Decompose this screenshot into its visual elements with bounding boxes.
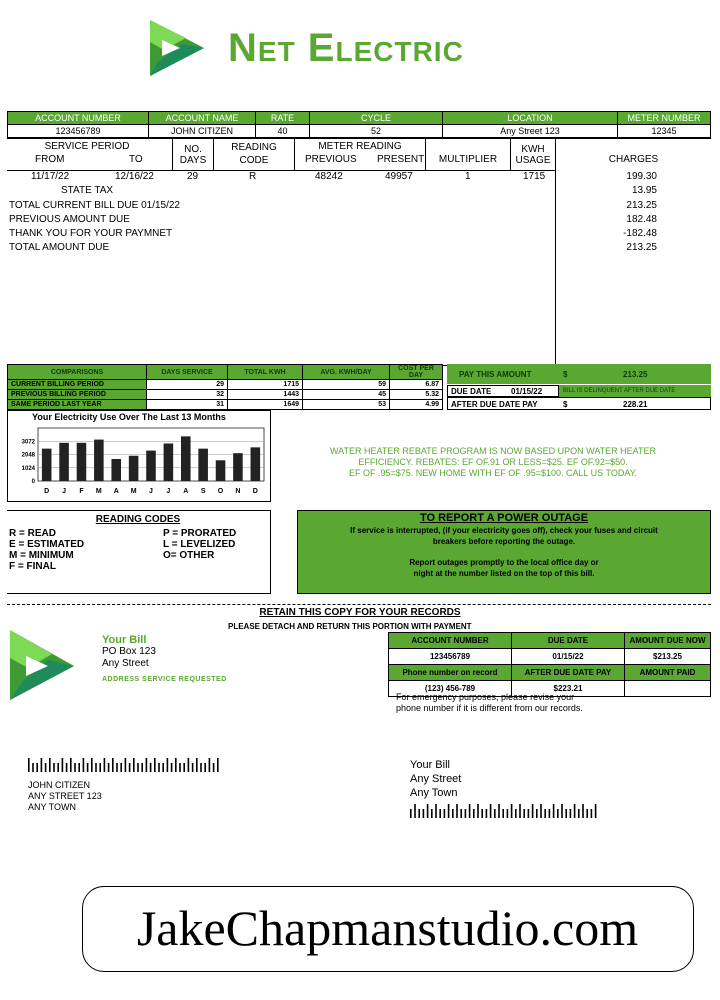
stub-due-date: 01/15/22 xyxy=(512,649,625,665)
pay-this-amount-label: PAY THIS AMOUNT xyxy=(459,370,532,379)
text: O= OTHER xyxy=(163,550,215,561)
charges-label: CHARGES xyxy=(608,154,659,165)
x-tick-label: A xyxy=(183,488,189,495)
text: phone number if it is different from our records. xyxy=(396,703,583,713)
stub-logo-icon xyxy=(8,626,78,702)
after-due-label: AFTER DUE DATE PAY xyxy=(451,400,538,409)
barcode-bar xyxy=(57,763,59,772)
text: DUE DATE xyxy=(512,633,625,649)
pay-this-amount-value: 213.25 xyxy=(623,370,648,379)
text: TOTAL KWH xyxy=(228,365,303,380)
comparison-row-label: PREVIOUS BILLING PERIOD xyxy=(8,390,147,400)
usage-bar xyxy=(59,443,69,481)
text: Report outages promptly to the local office day or xyxy=(409,558,599,567)
y-tick-label: 1024 xyxy=(21,465,35,472)
barcode-bar xyxy=(171,763,173,772)
barcode-bar xyxy=(137,763,139,772)
line-item-label: THANK YOU FOR YOUR PAYMNET xyxy=(9,228,173,239)
comparison-row-label: SAME PERIOD LAST YEAR xyxy=(8,400,147,410)
barcode-bar xyxy=(477,804,479,818)
text: EF OF .95=$75. NEW HOME WITH EF OF .95=$100. CALL US TODAY. xyxy=(348,468,638,478)
cycle-value: 52 xyxy=(310,125,443,138)
text: L = LEVELIZED xyxy=(163,539,236,550)
barcode-bar xyxy=(179,763,181,772)
text: 32 xyxy=(147,390,228,400)
net-electric-logo-icon xyxy=(146,14,208,80)
chart-title: Your Electricity Use Over The Last 13 Months xyxy=(32,412,226,422)
barcode-bar xyxy=(439,809,441,818)
x-tick-label: A xyxy=(113,488,119,495)
present-reading: 49957 xyxy=(385,171,413,182)
barcode-bar xyxy=(565,809,567,818)
barcode-bar xyxy=(162,763,164,772)
barcode-bar xyxy=(532,804,534,818)
barcode-bar xyxy=(175,758,177,772)
text: 59 xyxy=(303,380,390,390)
barcode-bar xyxy=(41,758,43,772)
detach-text: PLEASE DETACH AND RETURN THIS PORTION WITH PAYMENT xyxy=(228,622,472,631)
text: AFTER DUE DATE PAY xyxy=(512,665,625,681)
no-days-label: NO. xyxy=(184,144,202,155)
barcode-bar xyxy=(167,758,169,772)
barcode-bar xyxy=(217,758,219,772)
usage-chart xyxy=(7,410,271,502)
usage-bar xyxy=(111,459,121,481)
barcode-bar xyxy=(582,804,584,818)
text: Any Street xyxy=(410,773,462,785)
usage-bar xyxy=(42,449,52,481)
text: JOHN CITIZEN xyxy=(28,780,90,790)
reading-codes-box xyxy=(7,510,271,594)
barcode-bar xyxy=(486,809,488,818)
barcode-bar xyxy=(595,804,597,818)
barcode-bar xyxy=(540,804,542,818)
barcode-bar xyxy=(45,763,47,772)
barcode-bar xyxy=(456,804,458,818)
text: P = PRORATED xyxy=(163,528,237,539)
x-tick-label: D xyxy=(252,488,258,495)
barcode-bar xyxy=(150,763,152,772)
barcode-bar xyxy=(108,763,110,772)
text: 4.99 xyxy=(390,400,443,410)
x-tick-label: F xyxy=(79,488,84,495)
barcode-bar xyxy=(200,763,202,772)
text: M = MINIMUM xyxy=(9,550,74,561)
text: USAGE xyxy=(515,155,551,166)
barcode-bar xyxy=(519,804,521,818)
barcode-bar xyxy=(427,804,429,818)
header-label: RATE xyxy=(256,112,310,125)
text: 1443 xyxy=(228,390,303,400)
barcode-bar xyxy=(557,809,559,818)
x-tick-label: O xyxy=(217,488,224,495)
barcode-bar xyxy=(561,804,563,818)
address-service-requested: ADDRESS SERVICE REQUESTED xyxy=(102,676,227,683)
previous-label: PREVIOUS xyxy=(305,154,357,165)
barcode-bar xyxy=(410,809,412,818)
emergency-note xyxy=(396,692,583,714)
service-period-label: SERVICE PERIOD xyxy=(44,141,130,152)
text: Your Bill xyxy=(410,759,450,771)
barcode-bar xyxy=(591,809,593,818)
header-label: METER NUMBER xyxy=(618,112,711,125)
kwh-usage-label: KWH xyxy=(521,144,545,155)
multiplier-value: 1 xyxy=(465,171,471,182)
barcode-bar xyxy=(188,758,190,772)
customer-mailing-address xyxy=(28,780,102,813)
header-label: ACCOUNT NAME xyxy=(149,112,256,125)
barcode-bar xyxy=(515,809,517,818)
text: AMOUNT PAID xyxy=(625,665,711,681)
barcode-bar xyxy=(104,758,106,772)
barcode-bar xyxy=(91,758,93,772)
stub-after-due: $223.21 xyxy=(512,681,625,697)
comparison-table xyxy=(7,364,443,410)
line-item-label: PREVIOUS AMOUNT DUE xyxy=(9,214,130,225)
barcode-bar xyxy=(192,763,194,772)
text: EFFICIENCY. REBATES: EF OF.91 OR LESS=$25. EF OF.92=$50. xyxy=(358,457,628,467)
x-tick-label: M xyxy=(95,488,102,495)
line-item-amount: 182.48 xyxy=(626,214,657,225)
barcode-bar xyxy=(141,763,143,772)
text: For emergency purposes, please revise your xyxy=(396,692,575,702)
barcode-bar xyxy=(414,804,416,818)
stub-address xyxy=(102,646,156,670)
y-tick-label: 0 xyxy=(31,479,35,485)
reading-codes-title: READING CODES xyxy=(95,514,181,525)
text: ACCOUNT NUMBER xyxy=(389,633,512,649)
barcode-bar xyxy=(498,804,500,818)
y-tick-label: 2048 xyxy=(21,452,35,459)
usage-bar xyxy=(146,451,156,481)
barcode-bar xyxy=(528,809,530,818)
barcode-bar xyxy=(469,804,471,818)
usage-value: 1715 xyxy=(523,171,546,182)
x-tick-label: J xyxy=(62,488,67,495)
line-item-amount: -182.48 xyxy=(623,228,657,239)
barcode-bar xyxy=(204,763,206,772)
x-tick-label: J xyxy=(149,488,153,495)
barcode-bar xyxy=(112,758,114,772)
remit-address xyxy=(410,758,461,800)
retain-copy-text: RETAIN THIS COPY FOR YOUR RECORDS xyxy=(259,607,461,618)
barcode-bar xyxy=(146,758,148,772)
barcode-bar xyxy=(32,763,34,772)
barcode-bar xyxy=(129,763,131,772)
stub-amount-due: $213.25 xyxy=(625,649,711,665)
usage-bar xyxy=(251,447,261,481)
account-header-table xyxy=(7,111,711,138)
usage-chart-svg xyxy=(8,411,270,501)
barcode-bar xyxy=(154,758,156,772)
barcode-icon xyxy=(410,804,600,818)
due-date-label: DUE DATE xyxy=(451,387,492,396)
barcode-bar xyxy=(431,809,433,818)
reading-code-label: READING xyxy=(231,142,277,153)
x-tick-label: M xyxy=(130,488,137,495)
rebate-notice xyxy=(278,446,708,479)
barcode-bar xyxy=(448,804,450,818)
barcode-bar xyxy=(553,804,555,818)
text: 53 xyxy=(303,400,390,410)
text: ANY TOWN xyxy=(28,802,77,812)
company-name: Net Electric xyxy=(228,26,464,70)
barcode-bar xyxy=(66,763,68,772)
usage-bar xyxy=(94,440,104,481)
barcode-bar xyxy=(435,804,437,818)
header-label: LOCATION xyxy=(443,112,618,125)
to-label: TO xyxy=(129,154,143,165)
text: $ xyxy=(563,370,568,379)
barcode-bar xyxy=(586,809,588,818)
text: CODE xyxy=(239,155,269,166)
barcode-bar xyxy=(481,809,483,818)
text: night at the number listed on the top of this bill. xyxy=(413,569,595,578)
text: 6.87 xyxy=(390,380,443,390)
text: WATER HEATER REBATE PROGRAM IS NOW BASED UPON WATER HEATER xyxy=(329,446,657,456)
text: F = FINAL xyxy=(9,561,56,572)
text: ANY STREET 123 xyxy=(28,791,102,801)
barcode-bar xyxy=(578,809,580,818)
barcode-bar xyxy=(423,809,425,818)
x-tick-label: D xyxy=(44,488,50,495)
energy-charge: 199.30 xyxy=(626,171,657,182)
line-item-amount: 213.25 xyxy=(626,242,657,253)
text: COMPARISONS xyxy=(8,365,147,380)
usage-bar xyxy=(233,453,243,481)
barcode-bar xyxy=(511,804,513,818)
account-name-value: JOHN CITIZEN xyxy=(149,125,256,138)
text: R = READ xyxy=(9,528,56,539)
text: If service is interrupted, (if your electricity goes off), check your fuses and circuit xyxy=(350,526,658,535)
text: DAYS SERVICE xyxy=(147,365,228,380)
comparison-row-label: CURRENT BILLING PERIOD xyxy=(8,380,147,390)
outage-title: TO REPORT A POWER OUTAGE xyxy=(419,512,589,524)
multiplier-label: MULTIPLIER xyxy=(438,154,498,165)
barcode-bar xyxy=(83,758,85,772)
barcode-bar xyxy=(87,763,89,772)
text: 1649 xyxy=(228,400,303,410)
charges-section xyxy=(7,138,711,366)
barcode-bar xyxy=(183,763,185,772)
text: AVG. KWH/DAY xyxy=(303,365,390,380)
barcode-bar xyxy=(574,804,576,818)
stub-account-number: 123456789 xyxy=(389,649,512,665)
usage-bar xyxy=(164,443,174,481)
x-tick-label: J xyxy=(166,488,171,495)
previous-reading: 48242 xyxy=(315,171,343,182)
text: Phone number on record xyxy=(389,665,512,681)
watermark-box xyxy=(82,886,694,972)
amount-paid-field[interactable] xyxy=(625,681,711,697)
barcode-bar xyxy=(465,809,467,818)
barcode-bar xyxy=(209,758,211,772)
usage-bar xyxy=(181,436,191,481)
barcode-bar xyxy=(120,763,122,772)
delinquent-note: BILL IS DELINQUENT AFTER DUE DATE xyxy=(563,388,676,394)
rate-value: 40 xyxy=(256,125,310,138)
barcode-bar xyxy=(36,763,38,772)
location-value: Any Street 123 xyxy=(443,125,618,138)
barcode-bar xyxy=(523,809,525,818)
usage-bar xyxy=(129,456,139,481)
text: PO Box 123 xyxy=(102,646,156,657)
usage-bar xyxy=(198,449,208,481)
watermark-text: JakeChapmanstudio.com xyxy=(136,900,639,956)
text: COST PER DAY xyxy=(390,365,443,380)
barcode-bar xyxy=(213,763,215,772)
barcode-bar xyxy=(49,758,51,772)
present-label: PRESENT xyxy=(377,154,425,165)
payment-stub-table xyxy=(388,632,711,697)
text: AMOUNT DUE NOW xyxy=(625,633,711,649)
barcode-bar xyxy=(418,809,420,818)
text: DAYS xyxy=(179,155,207,166)
barcode-bar xyxy=(452,809,454,818)
barcode-bar xyxy=(502,809,504,818)
barcode-bar xyxy=(62,758,64,772)
x-tick-label: S xyxy=(200,488,206,495)
barcode-bar xyxy=(28,758,30,772)
text: Any Town xyxy=(410,787,458,799)
header-label: ACCOUNT NUMBER xyxy=(8,112,149,125)
y-tick-label: 3072 xyxy=(21,439,35,446)
stub-title: Your Bill xyxy=(102,634,147,646)
barcode-bar xyxy=(99,763,101,772)
line-item-label: STATE TAX xyxy=(61,185,114,196)
code-value: R xyxy=(249,171,257,182)
barcode-bar xyxy=(473,809,475,818)
meter-reading-label: METER READING xyxy=(318,141,402,152)
from-date: 11/17/22 xyxy=(31,171,70,182)
barcode-bar xyxy=(507,809,509,818)
line-item-label: TOTAL AMOUNT DUE xyxy=(9,242,110,253)
barcode-bar xyxy=(196,758,198,772)
line-item-amount: 213.25 xyxy=(626,200,657,211)
line-item-label: TOTAL CURRENT BILL DUE 01/15/22 xyxy=(9,200,180,211)
line-item-amount: 13.95 xyxy=(631,185,657,196)
text: E = ESTIMATED xyxy=(9,539,85,550)
meter-number-value: 12345 xyxy=(618,125,711,138)
after-due-amount: 228.21 xyxy=(623,400,648,409)
from-label: FROM xyxy=(35,154,65,165)
header-label: CYCLE xyxy=(310,112,443,125)
barcode-bar xyxy=(444,809,446,818)
barcode-bar xyxy=(78,763,80,772)
usage-bar xyxy=(77,443,87,481)
barcode-bar xyxy=(158,763,160,772)
text: $ xyxy=(563,400,568,409)
due-date-value: 01/15/22 xyxy=(511,387,543,396)
barcode-bar xyxy=(53,763,55,772)
outage-box xyxy=(297,510,711,594)
barcode-bar xyxy=(570,809,572,818)
barcode-bar xyxy=(70,758,72,772)
barcode-bar xyxy=(74,763,76,772)
usage-bar xyxy=(216,460,226,481)
barcode-bar xyxy=(460,809,462,818)
barcode-icon xyxy=(28,758,220,772)
text: 29 xyxy=(147,380,228,390)
text: 31 xyxy=(147,400,228,410)
text: Any Street xyxy=(102,658,149,669)
barcode-bar xyxy=(549,809,551,818)
stub-phone: (123) 456-789 xyxy=(389,681,512,697)
barcode-bar xyxy=(125,758,127,772)
barcode-bar xyxy=(133,758,135,772)
barcode-bar xyxy=(494,809,496,818)
barcode-bar xyxy=(544,809,546,818)
pay-box xyxy=(447,364,711,410)
text: 1715 xyxy=(228,380,303,390)
barcode-bar xyxy=(116,763,118,772)
barcode-bar xyxy=(490,804,492,818)
text: 5.32 xyxy=(390,390,443,400)
x-tick-label: N xyxy=(235,488,241,495)
text: 45 xyxy=(303,390,390,400)
text: breakers before reporting the outage. xyxy=(432,537,576,546)
to-date: 12/16/22 xyxy=(115,171,154,182)
days-value: 29 xyxy=(187,171,199,182)
barcode-bar xyxy=(95,763,97,772)
account-number-value: 123456789 xyxy=(8,125,149,138)
barcode-bar xyxy=(536,809,538,818)
